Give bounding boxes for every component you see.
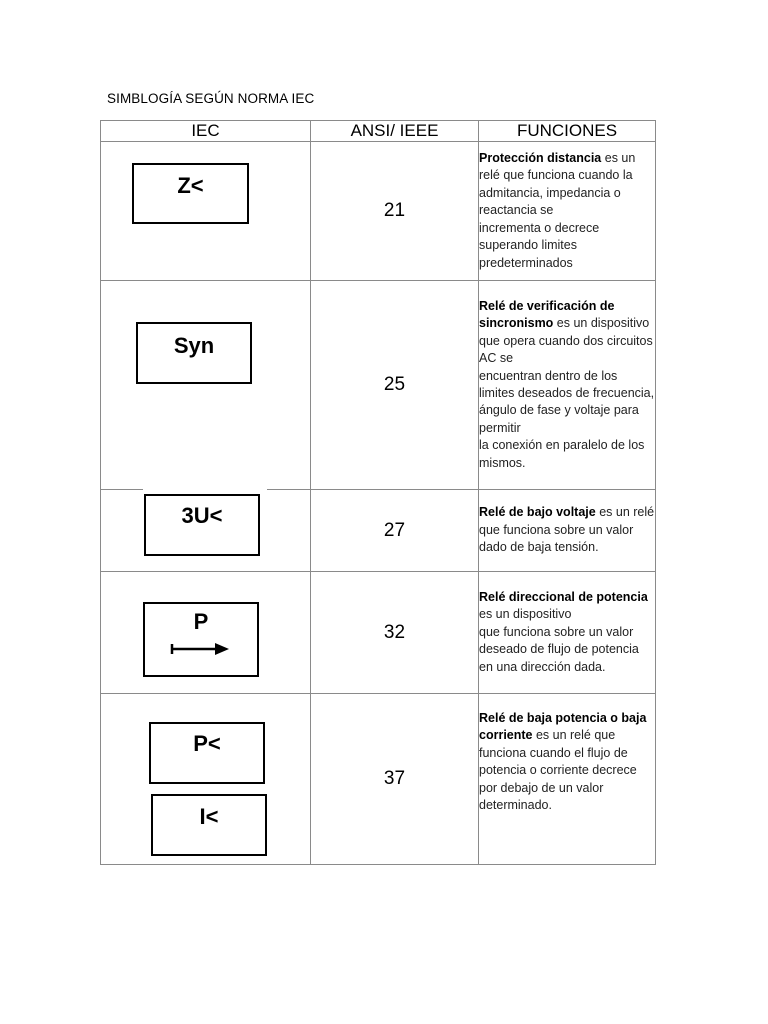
symbol-label: 3U< — [181, 503, 223, 528]
header-row — [101, 121, 656, 142]
ansi-code: 25 — [311, 281, 479, 490]
function-title: Protección distancia — [479, 151, 602, 166]
symbol-box — [143, 602, 259, 677]
table-row — [101, 572, 656, 694]
symbol-box — [149, 722, 265, 784]
function-title: Relé direccional de potencia — [479, 589, 648, 604]
function-cell — [479, 572, 656, 694]
table-row — [101, 142, 656, 281]
iec-symbol-cell — [101, 281, 311, 490]
symbol-label: Syn — [173, 333, 215, 358]
ansi-code: 21 — [311, 142, 479, 281]
symbol-box — [136, 322, 252, 384]
symbol-box — [144, 494, 260, 556]
symbol-label: P< — [193, 731, 221, 756]
function-text: es un relé que funciona sobre un valor dado de baja tensión. — [479, 505, 655, 555]
symbol-label: P — [193, 609, 209, 634]
table-row — [101, 281, 656, 490]
function-text: es un dispositivo que funciona sobre un valor deseado de flujo de potencia en una dirección dada. — [479, 607, 639, 674]
iec-symbol-cell — [101, 694, 311, 865]
iec-symbol-cell — [101, 142, 311, 281]
ansi-code: 37 — [311, 694, 479, 865]
symbol-label: Z< — [177, 172, 204, 198]
header-iec: IEC — [101, 121, 311, 142]
function-cell — [479, 142, 656, 281]
function-title: Relé de bajo voltaje — [479, 505, 596, 520]
function-title: Relé de baja potencia o baja corriente — [479, 711, 647, 743]
function-text: es un dispositivo que opera cuando dos circuitos AC se encuentran dentro de los limites deseados de frecuencia, ángulo de fase y voltaje para permitir la conexión en paralelo de los mismos. — [479, 316, 655, 470]
function-text: es un relé que funciona cuando el flujo de potencia o corriente decrece por debajo de un valor determinado. — [479, 728, 637, 813]
symbol-table — [100, 120, 656, 865]
function-title: Relé de verificación de sincronismo — [479, 298, 615, 331]
table-row — [101, 490, 656, 572]
iec-symbol-cell — [101, 490, 311, 572]
function-cell — [479, 281, 656, 490]
function-cell — [479, 694, 656, 865]
page-title: SIMBLOGÍA SEGÚN NORMA IEC — [107, 91, 315, 106]
header-funciones: FUNCIONES — [479, 121, 656, 142]
symbol-box — [151, 794, 267, 856]
direction-arrow-icon — [169, 641, 233, 657]
ansi-code: 32 — [311, 572, 479, 694]
iec-symbol-cell — [101, 572, 311, 694]
symbol-label: I< — [199, 804, 219, 829]
function-cell — [479, 490, 656, 572]
function-text: es un relé que funciona cuando la admitancia, impedancia o reactancia se incrementa o decrece superando limites predeterminados — [479, 151, 636, 270]
symbol-box — [132, 163, 249, 224]
table-row — [101, 694, 656, 865]
border-gap — [143, 488, 267, 491]
header-ansi-ieee: ANSI/ IEEE — [311, 121, 479, 142]
ansi-code: 27 — [311, 490, 479, 572]
